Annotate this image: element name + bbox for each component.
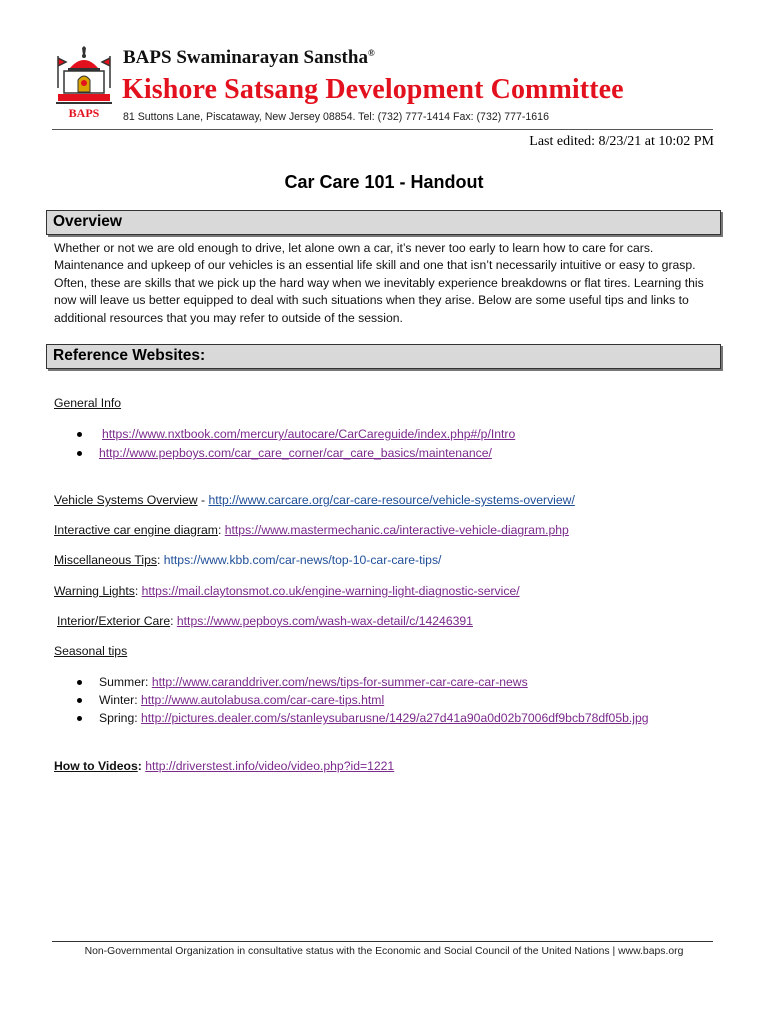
seasonal-item xyxy=(99,675,528,689)
bullet-dot xyxy=(77,698,82,703)
resource-label: Warning Lights xyxy=(54,584,135,598)
link-mastermechanic[interactable]: https://www.mastermechanic.ca/interactive-vehicle-diagram.php xyxy=(224,523,569,537)
link-pepboys-wash[interactable]: https://www.pepboys.com/wash-wax-detail/c/14246391 xyxy=(176,614,473,628)
seasonal-item xyxy=(99,693,384,707)
last-edited: Last edited: 8/23/21 at 10:02 PM xyxy=(529,134,714,149)
resource-label: Miscellaneous Tips xyxy=(54,553,157,567)
header-divider xyxy=(52,129,713,130)
bullet-dot xyxy=(77,716,82,721)
resource-row: Warning Lights: https://mail.claytonsmot.co.uk/engine-warning-light-diagnostic-service/ xyxy=(54,584,520,598)
resource-row: Interactive car engine diagram: https://www.mastermechanic.ca/interactive-vehicle-diagram.php xyxy=(54,523,569,537)
general-link-1 xyxy=(102,427,515,441)
resource-row: Miscellaneous Tips: https://www.kbb.com/car-news/top-10-car-care-tips/ xyxy=(54,553,442,567)
resource-row: Vehicle Systems Overview - http://www.carcare.org/car-care-resource/vehicle-systems-overview/ xyxy=(54,493,575,507)
link-autolabusa[interactable]: http://www.autolabusa.com/car-care-tips.html xyxy=(140,693,385,707)
resource-label: Interior/Exterior Care xyxy=(57,614,171,628)
season-label: Spring: xyxy=(99,711,142,725)
reference-heading: Reference Websites: xyxy=(46,344,721,369)
videos-row: How to Videos: http://driverstest.info/video/video.php?id=1221 xyxy=(54,759,395,773)
link-claytonsmot[interactable]: https://mail.claytonsmot.co.uk/engine-warning-light-diagnostic-service/ xyxy=(141,584,520,598)
resource-label: Interactive car engine diagram xyxy=(54,523,218,537)
link-kbb[interactable]: https://www.kbb.com/car-news/top-10-car-care-tips/ xyxy=(163,553,442,567)
resource-label: Vehicle Systems Overview xyxy=(54,493,198,507)
link-driverstest[interactable]: http://driverstest.info/video/video.php?id=1221 xyxy=(145,759,395,773)
footer-site[interactable]: www.baps.org xyxy=(618,946,684,957)
address: 81 Suttons Lane, Piscataway, New Jersey 08854. Tel: (732) 777-1414 Fax: (732) 777-1616 xyxy=(123,111,549,123)
footer-divider xyxy=(52,941,713,942)
general-info-label: General Info xyxy=(54,396,122,410)
link-dealer-pictures[interactable]: http://pictures.dealer.com/s/stanleysubarusne/1429/a27d41a90a0d02b7006df9bcb78df05b.jpg xyxy=(141,711,649,725)
footer: Non-Governmental Organization in consultative status with the Economic and Social Council of the United Nations | www.baps.org xyxy=(84,946,684,957)
bullet-dot xyxy=(77,680,82,685)
org-name: BAPS Swaminarayan Sanstha® xyxy=(123,47,375,68)
overview-heading: Overview xyxy=(46,210,721,235)
season-label: Summer: xyxy=(99,675,152,689)
seasonal-item xyxy=(99,711,649,725)
document-title: Car Care 101 - Handout xyxy=(284,172,484,192)
season-label: Winter: xyxy=(99,693,141,707)
committee-name: Kishore Satsang Development Committee xyxy=(122,74,624,105)
link-pepboys-maintenance[interactable]: http://www.pepboys.com/car_care_corner/car_care_basics/maintenance/ xyxy=(99,446,492,460)
link-carcare[interactable]: http://www.carcare.org/car-care-resource/vehicle-systems-overview/ xyxy=(208,493,575,507)
resource-row: Interior/Exterior Care: https://www.pepboys.com/wash-wax-detail/c/14246391 xyxy=(57,614,473,628)
bullet-dot xyxy=(77,432,82,437)
link-caranddriver[interactable]: http://www.caranddriver.com/news/tips-for-summer-car-care-car-news xyxy=(151,675,528,689)
seasonal-tips-label: Seasonal tips xyxy=(54,644,128,658)
footer-text: Non-Governmental Organization in consultative status with the Economic and Social Council of the United Nations xyxy=(84,946,610,957)
general-link-2 xyxy=(99,446,492,460)
link-nxtbook[interactable]: https://www.nxtbook.com/mercury/autocare/CarCareguide/index.php#/p/Intro xyxy=(102,427,516,441)
overview-paragraph: Whether or not we are old enough to drive, let alone own a car, it’s never too early to learn how to care for cars. Maintenance and upkeep of our vehicles is an essential life skill and one that isn’t necessarily intuitive or easy to grasp. Often, these are skills that we pick up the hard way when we inevitably experience breakdowns or flat tires. Learning this now will leave us better equipped to deal with such situations when they arise. Below are some useful tips and links to additional resources that you may refer to outside of the session. xyxy=(54,241,704,325)
baps-logo xyxy=(52,46,116,124)
logo-text: BAPS xyxy=(68,106,100,120)
registered-mark: ® xyxy=(367,48,375,58)
videos-label: How to Videos xyxy=(54,759,138,773)
bullet-dot xyxy=(77,451,82,456)
